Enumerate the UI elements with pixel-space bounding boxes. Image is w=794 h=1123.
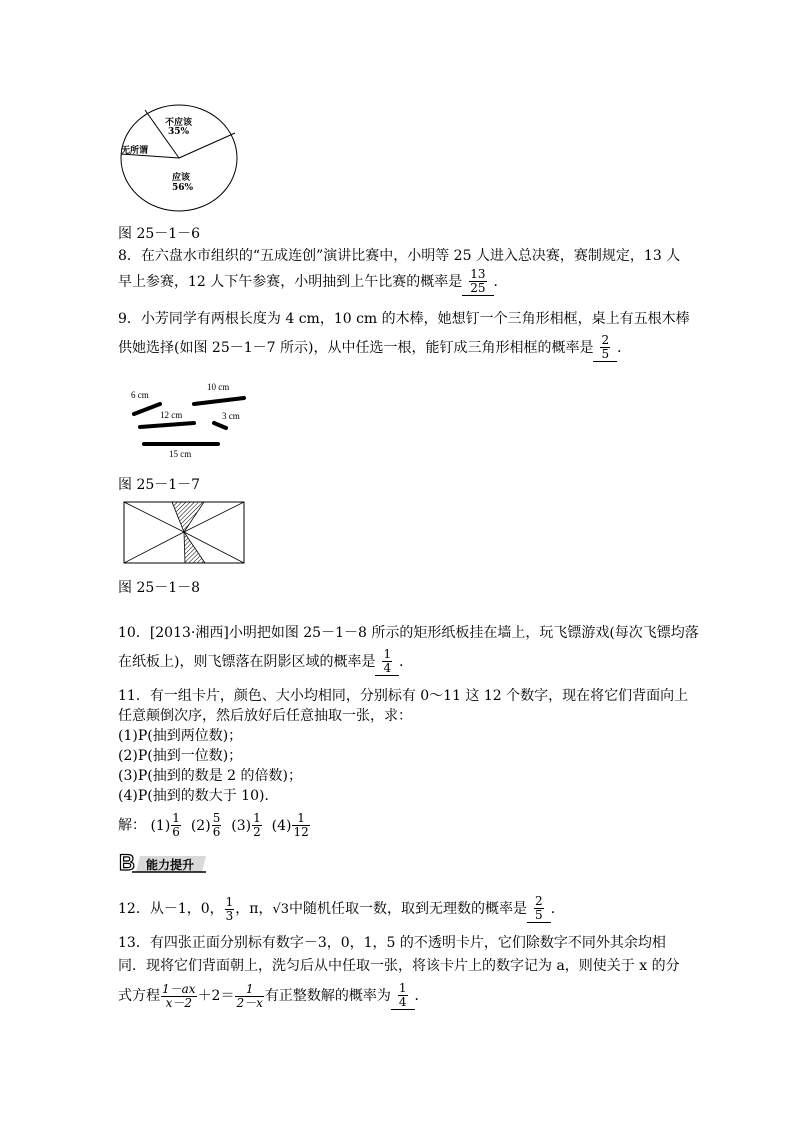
stick-label-12cm: 12 cm [160,410,183,420]
q9-answer-den: 5 [601,347,610,361]
q11-answer-3 [231,811,262,839]
q11-answer-4-den: 12 [293,825,309,839]
q9-answer-blank [593,334,617,362]
q10-answer-blank [375,648,399,676]
q8-line2 [118,268,508,296]
q13-line2: 同．现将它们背面朝上，洗匀后从中任取一张，将该卡片上的数字记为 a，则使关于 x 的分 [118,958,680,974]
rectangle-figure [123,501,246,565]
rect-caption: 图 25－1－8 [118,580,201,596]
q9-line1: 9．小芳同学有两根长度为 4 cm，10 cm 的木棒，她想钉一个三角形相框，桌上有五根木棒 [118,311,690,327]
q11-answer-2-fraction [212,812,222,839]
pie-label-should: 应该 [172,173,191,183]
stick-label-3cm: 3 cm [222,411,240,421]
q11-answer-1-fraction [171,812,181,839]
q11-answer-2 [190,811,222,839]
q10-answer-fraction [382,648,392,675]
q13-eq-fraction-1-num: 1－ax [162,981,196,996]
q11-answer-4 [271,811,311,839]
q10-answer-den: 4 [383,661,392,675]
q10-answer-num: 1 [383,647,392,661]
q9-answer-num: 2 [601,333,610,347]
q8-answer-den: 25 [470,281,486,295]
q13-eq-prefix: 式方程 [118,988,160,1004]
q12-third-den: 3 [225,908,234,923]
q13-answer-num: 1 [398,981,407,995]
q10-line2 [118,648,413,676]
pie-label-not-should: 不应该 [165,118,193,128]
q13-end: ． [414,988,429,1004]
q13-eq-suffix: 有正整数解的概率为 [264,988,391,1004]
q11-answer-2-den: 6 [212,825,221,839]
q11-item-3: (3)P(抽到的数是 2 的倍数)； [118,768,302,784]
q11-answer-4-num: 1 [297,811,305,825]
q11-solution-label: 解： [118,817,146,834]
q11-answer-1-num: 1 [172,811,180,825]
q10-line1: 10．[2013·湘西]小明把如图 25－1－8 所示的矩形纸板挂在墙上，玩飞镖游戏(每次飞镖均落 [118,625,699,641]
q12-mid: ，π， [235,901,273,917]
q12-answer-fraction [534,895,544,922]
q12-third-num: 1 [225,894,234,909]
q8-answer-blank [462,268,493,296]
q8-end: ． [493,274,508,290]
q11-answer-3-idx: (3) [231,817,252,834]
q13-line3 [118,982,429,1010]
q11-answer-1 [150,811,181,839]
q11-answer-3-num: 1 [253,811,261,825]
pie-label-indifferent: 无所谓 [121,146,149,156]
q13-eq-fraction-2-num: 1 [245,981,254,996]
q12-sqrt: √3 [272,902,290,917]
q11-item-1: (1)P(抽到两位数)； [118,728,243,744]
q13-eq-fraction-1-den: x－2 [161,996,197,1010]
pie-caption: 图 25－1－6 [118,226,201,242]
q10-text: 在纸板上)，则飞镖落在阴影区域的概率是 [118,654,376,670]
q12-end: ． [550,901,565,917]
q13-eq-mid: ＋2＝ [197,988,235,1004]
section-badge-letter: B [119,850,135,875]
q11-answer-2-idx: (2) [190,817,211,834]
q12-answer-num: 2 [535,894,543,908]
q8-answer-num: 13 [470,267,486,281]
q8-text: 早上参赛，12 人下午参赛，小明抽到上午比赛的概率是 [118,274,463,290]
q11-answer-4-idx: (4) [271,817,292,834]
q13-eq-fraction-2-den: 2－x [236,995,263,1010]
q11-line2: 任意颠倒次序，然后放好后任意抽取一张，求： [118,708,412,724]
q12-answer-den: 5 [535,908,543,922]
q9-end: ． [617,340,632,356]
q13-answer-den: 4 [398,995,407,1009]
q13-line1: 13．有四张正面分别标有数字－3，0，1，5 的不透明卡片，它们除数字不同外其余均相 [118,935,666,951]
q13-eq-fraction-1 [161,983,197,1010]
section-badge-title: 能力提升 [146,858,195,872]
q11-line1: 11．有一组卡片，颜色、大小均相同，分别标有 0～11 这 12 个数字，现在将它们背面向上 [118,688,689,704]
q12-prefix: 12．从－1，0， [118,901,224,917]
stick-label-6cm: 6 cm [131,390,149,400]
q11-answer-3-den: 2 [253,825,261,839]
sticks-caption: 图 25－1－7 [118,477,201,493]
q13-eq-fraction-2 [235,983,263,1010]
q13-answer-blank [391,982,415,1010]
q8-answer-fraction [469,268,486,295]
q8-line1: 8．在六盘水市组织的“五成连创”演讲比赛中，小明等 25 人进入总决赛，赛制规定，13 人 [118,248,681,264]
q9-line2 [118,334,631,362]
q11-solution [118,812,311,839]
stick-label-10cm: 10 cm [207,382,230,392]
q9-text: 供她选择(如图 25－1－7 所示)，从中任选一根，能钉成三角形相框的概率是 [118,340,594,356]
q9-answer-fraction [600,334,610,361]
q11-item-4: (4)P(抽到的数大于 10)． [118,788,279,804]
q11-answer-1-den: 6 [172,825,180,839]
q13-answer-fraction [398,982,408,1009]
q11-answer-3-fraction [252,812,262,839]
q11-item-2: (2)P(抽到一位数)； [118,748,243,764]
pie-pct-should: 56% [172,183,194,193]
section-badge [118,850,208,875]
stick-label-15cm: 15 cm [169,449,192,459]
q12-suffix: 中随机任取一数，取到无理数的概率是 [289,901,528,917]
q11-answer-2-num: 5 [212,811,221,825]
q12-third-fraction [225,896,235,923]
q11-answer-1-idx: (1) [150,817,171,834]
q10-end: ． [399,654,414,670]
q11-answer-4-fraction [292,812,309,839]
q12-answer-blank [527,895,551,923]
q12-line [118,895,565,923]
pie-pct-not-should: 35% [168,127,190,137]
